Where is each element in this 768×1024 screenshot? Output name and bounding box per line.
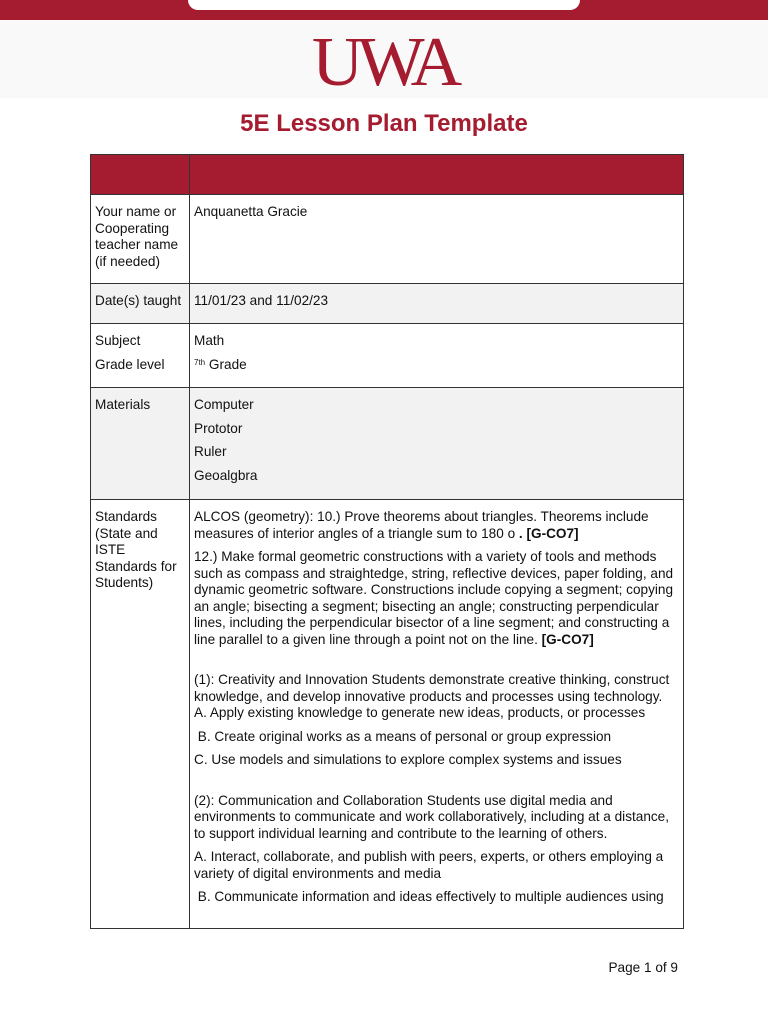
- header-cell-value: [190, 155, 684, 195]
- subject-grade-label: [91, 324, 190, 388]
- iste-standard-1: (1): Creativity and Innovation Students demonstrate creative thinking, construct knowledge, and develop innovative products and processes using technology. A. Apply existing knowledge to generate new ideas, products, or processes: [194, 672, 670, 720]
- alcos-12-code: [G-CO7]: [541, 631, 594, 647]
- name-label: Your name or Cooperating teacher name (if needed): [91, 195, 190, 284]
- row-subject: [91, 324, 684, 388]
- materials-value: [190, 388, 684, 500]
- iste-standard-1c: C. Use models and simulations to explore complex systems and issues: [194, 752, 622, 767]
- standards-label: Standards (State and ISTE Standards for Students): [91, 500, 190, 929]
- table-header-row: [91, 155, 684, 195]
- lesson-plan-table: [90, 154, 684, 929]
- iste-standard-2a: A. Interact, collaborate, and publish with peers, experts, or others employing a variety of digital environments and media: [194, 849, 664, 881]
- grade-superscript: 7th: [194, 357, 206, 367]
- dates-label: Date(s) taught: [91, 284, 190, 324]
- materials-label: Materials: [91, 388, 190, 500]
- standards-value: [190, 500, 684, 929]
- material-item: Geoalgbra: [194, 467, 258, 483]
- page-title: 5E Lesson Plan Template: [240, 110, 528, 137]
- alcos-standard-10: [194, 509, 678, 542]
- subject-grade-value: [190, 324, 684, 388]
- material-item: Prototor: [194, 420, 243, 436]
- iste-standard-2: (2): Communication and Collaboration Students use digital media and environments to communicate and work collaboratively, including at a distance, to support individual learning and contribute to the learning of others.: [194, 792, 670, 841]
- grade-value-text: Grade: [208, 356, 247, 372]
- header-cell-label: [91, 155, 190, 195]
- row-standards: [91, 500, 684, 929]
- material-item: Ruler: [194, 444, 227, 459]
- grade-label: Grade level: [95, 356, 165, 372]
- page-number: Page 1 of 9: [608, 960, 678, 975]
- top-brand-band: [0, 0, 768, 20]
- row-dates: [91, 284, 684, 324]
- spacer: [194, 776, 678, 793]
- alcos-12-text: 12.) Make formal geometric constructions with a variety of tools and methods such as compass and straightedge, string, reflective devices, paper folding, and dynamic geometric software. Constructions include copying a segment; copying an angle; bisecting a segment; bisecting an angle; constructing perpendicular lines, including the perpendicular bisector of a line segment; and constructing a line parallel to a given line through a point not on the line.: [194, 549, 674, 647]
- row-name: [91, 195, 684, 284]
- alcos-standard-12: [194, 549, 678, 648]
- top-band-tab: [188, 0, 580, 10]
- grade-value: [194, 357, 678, 374]
- iste-standard-1b: B. Create original works as a means of personal or group expression: [194, 728, 612, 744]
- iste-standard-2b: B. Communicate information and ideas effectively to multiple audiences using: [194, 889, 664, 904]
- subject-value: Math: [194, 333, 225, 348]
- spacer: [194, 655, 678, 672]
- material-item: Computer: [194, 397, 254, 412]
- alcos-10-code: . [G-CO7]: [518, 525, 579, 541]
- row-materials: [91, 388, 684, 500]
- dates-value: 11/01/23 and 11/02/23: [190, 284, 684, 324]
- uwa-logo: UWA: [311, 24, 457, 101]
- subject-label: Subject: [95, 333, 141, 348]
- alcos-10-text: ALCOS (geometry): 10.) Prove theorems about triangles. Theorems include measures of interior angles of a triangle sum to 180 o: [194, 509, 649, 541]
- name-value: Anquanetta Gracie: [190, 195, 684, 284]
